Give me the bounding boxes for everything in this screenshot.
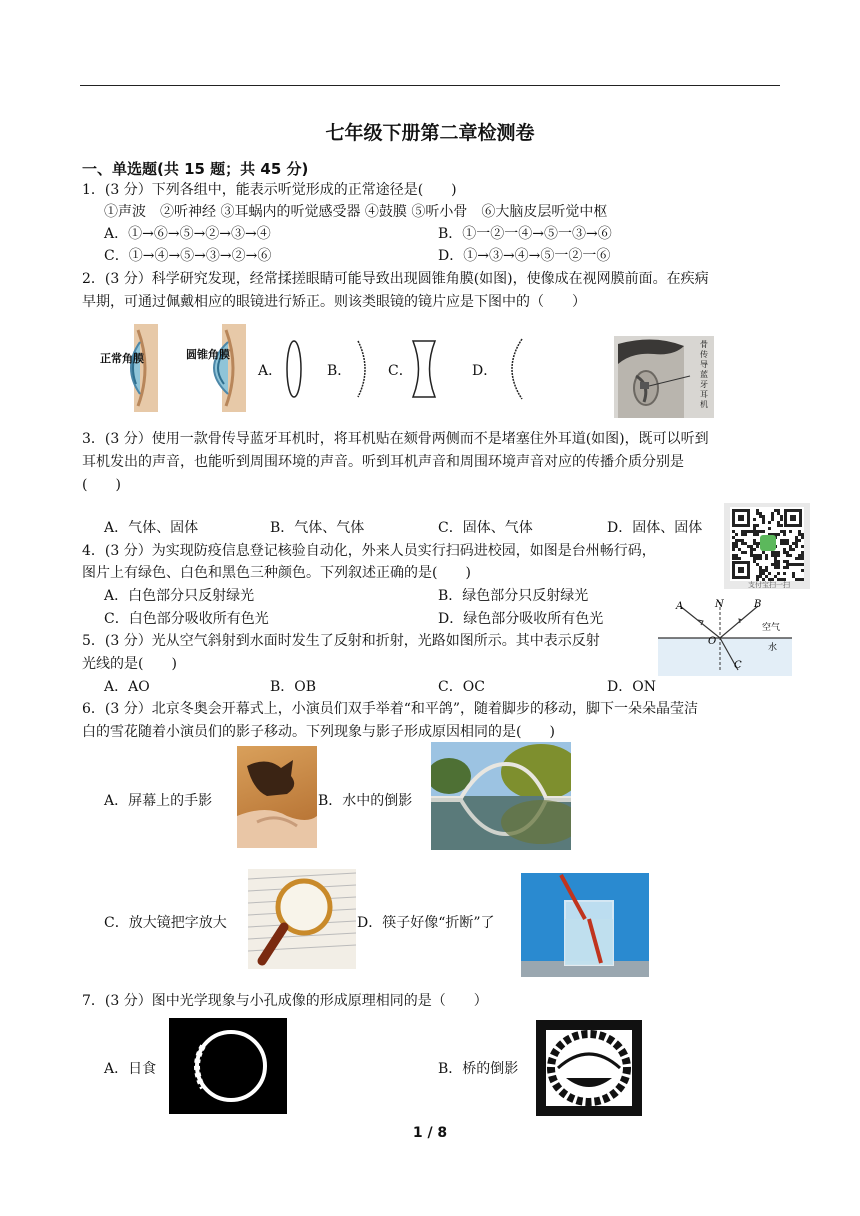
qr-module (756, 524, 759, 527)
qr-module (777, 572, 780, 575)
qr-module (798, 533, 801, 536)
qr-module (801, 569, 804, 572)
qr-module (765, 575, 768, 578)
qr-module (783, 560, 786, 563)
qr-module (753, 554, 756, 557)
magnifier-photo (248, 869, 356, 969)
qr-module (777, 554, 780, 557)
hand-shadow-photo (237, 746, 317, 848)
qr-module (780, 515, 783, 518)
qr-module (741, 533, 744, 536)
qr-module (771, 563, 774, 566)
q1-option-a: A．①→⑥→⑤→②→③→④ (104, 226, 271, 242)
qr-module (777, 563, 780, 566)
qr-module (786, 566, 789, 569)
qr-module (801, 533, 804, 536)
qr-module (798, 557, 801, 560)
conical-cornea-label: 圆锥角膜 (186, 348, 230, 361)
concave-lens-icon (410, 338, 438, 400)
qr-module (792, 548, 795, 551)
qr-module (780, 524, 783, 527)
qr-module (801, 563, 804, 566)
q1-option-b: B．①一②一④→⑤一③→⑥ (438, 226, 612, 242)
qr-module (750, 554, 753, 557)
health-code-qr (724, 503, 810, 589)
qr-module (795, 536, 798, 539)
q5-option-c: C．OC (438, 679, 485, 695)
qr-module (753, 524, 756, 527)
qr-module (750, 545, 753, 548)
qr-module (789, 548, 792, 551)
qr-module (774, 557, 777, 560)
qr-module (774, 509, 777, 512)
qr-module (801, 551, 804, 554)
qr-module (795, 557, 798, 560)
qr-module (756, 545, 759, 548)
qr-module (762, 515, 765, 518)
qr-module (777, 524, 780, 527)
qr-module (798, 563, 801, 566)
q4-line2: 图片上有绿色、白色和黑色三种颜色。下列叙述正确的是( ) (82, 565, 471, 581)
qr-module (738, 548, 741, 551)
qr-module (735, 554, 738, 557)
page-title: 七年级下册第二章检测卷 (325, 122, 535, 144)
q2-line2: 早期，可通过佩戴相应的眼镜进行矫正。则该类眼镜的镜片应是下图中的（ ） (82, 294, 586, 310)
diagram-label-n: N (715, 599, 724, 610)
q3-line1: 3．(3 分）使用一款骨传导蓝牙耳机时，将耳机贴在颏骨两侧而不是堵塞住外耳道(如图)，既可以听到 (82, 431, 709, 447)
qr-module (786, 554, 789, 557)
qr-module (759, 554, 762, 557)
qr-module (735, 542, 738, 545)
qr-code-icon (724, 503, 810, 589)
qr-module (786, 560, 789, 563)
head-illustration (614, 336, 714, 418)
qr-module (771, 551, 774, 554)
qr-module (792, 563, 795, 566)
qr-module (777, 551, 780, 554)
qr-module (780, 518, 783, 521)
q3-option-c: C．固体、气体 (438, 520, 533, 536)
bridge-reflection-bw-image (536, 1020, 642, 1116)
qr-module (759, 530, 762, 533)
convex-lens-icon (283, 338, 305, 400)
qr-module (780, 542, 783, 545)
diagram-label-a: A (676, 601, 684, 612)
qr-module (762, 530, 765, 533)
q3-option-d: D．固体、固体 (607, 520, 703, 536)
qr-module (732, 557, 735, 560)
qr-module (735, 533, 738, 536)
q2-option-d: D． (472, 363, 498, 379)
qr-module (789, 554, 792, 557)
q6-line2: 白的雪花随着小演员们的影子移动。下列现象与影子形成原因相同的是( ) (82, 724, 555, 740)
q2-line1: 2．(3 分）科学研究发现，经常揉搓眼睛可能导致出现圆锥角膜(如图)，使像成在视网膜前面。在疾病 (82, 271, 709, 287)
qr-module (774, 563, 777, 566)
qr-module (789, 530, 792, 533)
qr-module (786, 542, 789, 545)
qr-module (765, 566, 768, 569)
qr-module (762, 551, 765, 554)
qr-module (798, 539, 801, 542)
q1-option-c: C．①→④→⑤→③→②→⑥ (104, 248, 272, 264)
qr-module (774, 566, 777, 569)
header-rule (80, 85, 780, 86)
bridge-reflection-photo (431, 742, 571, 850)
qr-module (753, 548, 756, 551)
q5-line2: 光线的是( ) (82, 656, 177, 672)
q6-line1: 6．(3 分）北京冬奥会开幕式上，小演员们双手举着“和平鸽”，随着脚步的移动，脚下一朵朵晶莹洁 (82, 701, 699, 717)
qr-module (780, 530, 783, 533)
bone-conduction-earphone-photo (614, 336, 714, 418)
qr-module (756, 530, 759, 533)
qr-module (744, 533, 747, 536)
normal-cornea-label: 正常角膜 (100, 352, 144, 365)
qr-module (801, 554, 804, 557)
meniscus-lens-d-icon (500, 336, 526, 402)
qr-module (768, 527, 771, 530)
qr-module (774, 560, 777, 563)
qr-module (783, 530, 786, 533)
qr-module (792, 572, 795, 575)
q3-option-a: A．气体、固体 (104, 520, 199, 536)
qr-module (768, 572, 771, 575)
qr-module (750, 551, 753, 554)
conical-cornea-figure (186, 322, 248, 414)
q1-option-d: D．①→③→④→⑤一②一⑥ (438, 248, 611, 264)
q2-option-b: B． (327, 363, 352, 379)
diagram-label-b: B (754, 599, 762, 610)
qr-module (759, 512, 762, 515)
q4-option-b: B．绿色部分只反射绿光 (438, 588, 589, 604)
q3-line3: ( ) (82, 477, 121, 493)
q2-option-c: C． (388, 363, 413, 379)
qr-module (759, 569, 762, 572)
qr-module (744, 530, 747, 533)
qr-module (756, 557, 759, 560)
qr-module (768, 521, 771, 524)
qr-module (759, 575, 762, 578)
q2-option-a: A． (258, 363, 283, 379)
chopstick-glass-photo (521, 873, 649, 977)
qr-module (738, 539, 741, 542)
qr-module (744, 551, 747, 554)
qr-module (777, 512, 780, 515)
qr-module (756, 575, 759, 578)
q6-option-d: D．筷子好像“折断”了 (357, 915, 495, 931)
q7-option-b: B．桥的倒影 (438, 1061, 519, 1077)
meniscus-lens-b-icon (352, 338, 374, 400)
qr-module (756, 554, 759, 557)
qr-module (741, 542, 744, 545)
diagram-label-o: O (708, 636, 717, 647)
solar-eclipse-image (169, 1018, 287, 1114)
qr-module (783, 542, 786, 545)
qr-module (747, 530, 750, 533)
magnifying-glass-icon (248, 869, 356, 969)
qr-module (801, 557, 804, 560)
qr-caption: 支付宝扫一扫 (748, 581, 790, 589)
q3-option-b: B．气体、气体 (270, 520, 365, 536)
qr-module (798, 530, 801, 533)
qr-module (735, 545, 738, 548)
qr-module (786, 539, 789, 542)
qr-module (795, 545, 798, 548)
page-number: 1 / 8 (412, 1125, 448, 1141)
q7-option-a: A．日食 (104, 1061, 157, 1077)
qr-module (774, 551, 777, 554)
qr-module (741, 551, 744, 554)
section-heading: 一、单选题(共 15 题；共 45 分) (82, 160, 309, 178)
qr-module (756, 533, 759, 536)
qr-module (741, 539, 744, 542)
qr-module (762, 569, 765, 572)
qr-module (732, 545, 735, 548)
bridge-reflection-bw-photo (536, 1020, 642, 1116)
qr-module (765, 557, 768, 560)
qr-module (792, 542, 795, 545)
qr-module (792, 575, 795, 578)
qr-module (795, 563, 798, 566)
bridge-reflection-image (431, 742, 571, 850)
qr-module (759, 557, 762, 560)
qr-module (753, 530, 756, 533)
qr-module (747, 545, 750, 548)
qr-module (732, 548, 735, 551)
qr-module (795, 542, 798, 545)
qr-module (783, 551, 786, 554)
qr-module (765, 554, 768, 557)
q4-option-d: D．绿色部分吸收所有色光 (438, 611, 604, 627)
qr-module (756, 542, 759, 545)
qr-module (771, 554, 774, 557)
q5-option-d: D．ON (607, 679, 656, 695)
qr-module (777, 566, 780, 569)
qr-module (783, 548, 786, 551)
qr-module (762, 518, 765, 521)
qr-module (735, 539, 738, 542)
qr-module (783, 533, 786, 536)
hand-shadow-image (237, 746, 317, 848)
qr-module (774, 554, 777, 557)
qr-module (732, 554, 735, 557)
q5-option-b: B．OB (270, 679, 317, 695)
qr-module (798, 578, 801, 581)
qr-module (771, 518, 774, 521)
qr-module (789, 545, 792, 548)
qr-module (771, 515, 774, 518)
qr-module (750, 548, 753, 551)
qr-module (750, 530, 753, 533)
qr-module (732, 536, 735, 539)
qr-module (801, 545, 804, 548)
qr-module (798, 554, 801, 557)
qr-module (786, 551, 789, 554)
q7-stem: 7．(3 分）图中光学现象与小孔成像的形成原理相同的是（ ） (82, 993, 488, 1009)
q3-line2: 耳机发出的声音，也能听到周围环境的声音。听到耳机声音和周围环境声音对应的传播介质分别是 (82, 454, 684, 470)
q4-line1: 4．(3 分）为实现防疫信息登记核验自动化，外来人员实行扫码进校园，如图是台州畅行码， (82, 543, 656, 559)
qr-module (780, 539, 783, 542)
chopstick-in-water-image (521, 873, 649, 977)
qr-module (771, 512, 774, 515)
qr-module (753, 557, 756, 560)
diagram-label-c: C (734, 660, 742, 671)
qr-module (753, 533, 756, 536)
qr-module (735, 557, 738, 560)
qr-module (783, 572, 786, 575)
qr-module (753, 527, 756, 530)
diagram-label-air: 空气 (762, 623, 781, 633)
qr-module (741, 530, 744, 533)
qr-module (756, 563, 759, 566)
qr-module (732, 542, 735, 545)
qr-module (765, 569, 768, 572)
diagram-label-water: 水 (768, 643, 778, 653)
qr-module (777, 509, 780, 512)
qr-module (783, 539, 786, 542)
qr-module (786, 563, 789, 566)
q5-option-a: A．AO (104, 679, 150, 695)
qr-module (777, 521, 780, 524)
qr-module (759, 572, 762, 575)
q1-items: ①声波 ②听神经 ③耳蜗内的听觉感受器 ④鼓膜 ⑤听小骨 ⑥大脑皮层听觉中枢 (104, 204, 608, 220)
qr-module (774, 575, 777, 578)
qr-module (744, 542, 747, 545)
qr-module (762, 572, 765, 575)
q4-option-a: A．白色部分只反射绿光 (104, 588, 255, 604)
q5-line1: 5．(3 分）光从空气斜射到水面时发生了反射和折射，光路如图所示。其中表示反射 (82, 633, 600, 649)
q1-stem: 1．(3 分）下列各组中，能表示听觉形成的正常途径是( ) (82, 182, 457, 198)
qr-module (783, 566, 786, 569)
qr-module (777, 560, 780, 563)
qr-module (789, 563, 792, 566)
qr-module (756, 509, 759, 512)
qr-module (801, 536, 804, 539)
earphone-label: 骨传导蓝牙耳机 (700, 340, 708, 409)
q6-option-c: C．放大镜把字放大 (104, 915, 227, 931)
qr-module (732, 530, 735, 533)
qr-module (801, 578, 804, 581)
qr-module (759, 566, 762, 569)
q6-option-b: B．水中的倒影 (318, 793, 413, 809)
q6-option-a: A．屏幕上的手影 (104, 793, 213, 809)
q4-option-c: C．白色部分吸收所有色光 (104, 611, 269, 627)
qr-module (795, 578, 798, 581)
normal-cornea-figure (100, 322, 160, 414)
qr-module (759, 515, 762, 518)
qr-module (756, 512, 759, 515)
qr-module (777, 533, 780, 536)
qr-module (762, 521, 765, 524)
qr-module (753, 542, 756, 545)
reflection-refraction-diagram (658, 598, 792, 676)
qr-module (753, 560, 756, 563)
qr-module (738, 557, 741, 560)
solar-eclipse-photo (169, 1018, 287, 1114)
qr-module (795, 539, 798, 542)
qr-module (753, 539, 756, 542)
qr-module (753, 518, 756, 521)
